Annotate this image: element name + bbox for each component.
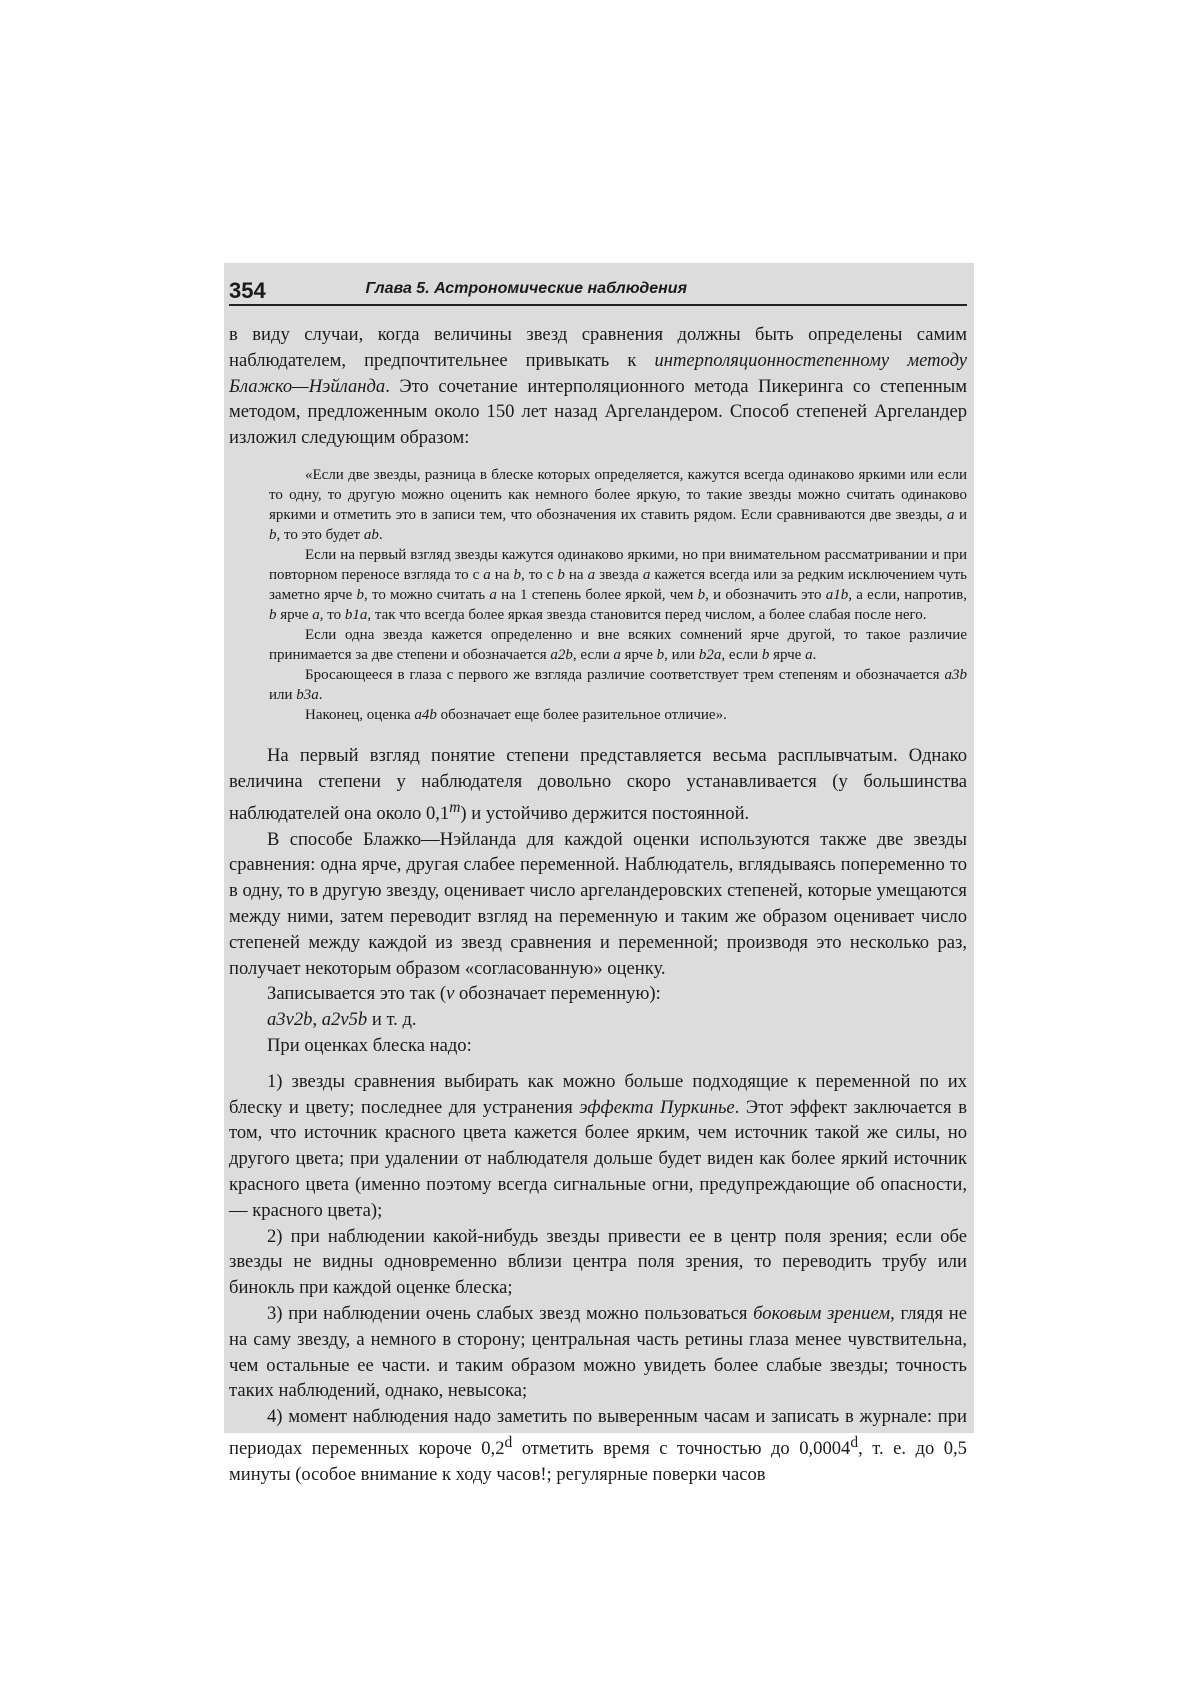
text-run: , то это будет (276, 526, 364, 543)
text-run: , если (572, 646, 614, 663)
text-run: Записывается это так ( (267, 983, 447, 1005)
italic-text: ab (363, 526, 379, 543)
text-run: «Если две звезды, разница в блеске которых определяется, кажутся всегда одинаково яркими или если то одну, то другую можно оценить как немного более яркую, то такие звезды можно считать одинаково яркими и отметить это в записи тем, что обозначения их ставить рядом. Если сравниваются две звезды, (269, 466, 967, 523)
text-run: . (812, 646, 817, 663)
text-run: d (504, 1433, 513, 1451)
text-run: в виду случаи, когда величины звезд сравнения должны быть определены самим наблюдателем, предпочтительнее привыкать к (229, 324, 967, 371)
text-run: обозначает еще более разительное отличие». (436, 706, 727, 723)
text-run: , то можно считать (364, 586, 490, 603)
text-run: 3) при наблюдении очень слабых звезд можно пользоваться (267, 1302, 754, 1324)
italic-text: b3a (296, 686, 319, 703)
italic-text: a3v2b (267, 1009, 313, 1031)
italic-text: a (613, 646, 621, 663)
text-run: , так что всегда более яркая звезда становится перед числом, а более слабая после него. (367, 606, 927, 623)
document-page (229, 268, 967, 1488)
text-run: кажется всегда или за редким исключением чуть заметно ярче (269, 566, 967, 603)
italic-text: a2v5b (321, 1009, 368, 1031)
paragraph (229, 1224, 967, 1301)
text-run: Если одна звезда кажется определенно и вне всяких сомнений ярче другой, то такое различие принимается за две степени и обозначается (269, 626, 967, 663)
italic-text: a (642, 566, 651, 583)
text-run: 2) при наблюдении какой-нибудь звезды привести ее в центр поля зрения; если обе звезды не видны одновременно вблизи центра поля зрения, то переводить трубу или бинокль при каждой оценке блеска; (229, 1225, 967, 1299)
text-run: ) и устойчиво держится постоянной. (460, 802, 750, 824)
italic-text: b (513, 566, 522, 583)
text-run: 1) звезды сравнения выбирать как можно больше подходящие к переменной по их блеску и цвету; последнее для устранения (229, 1070, 967, 1118)
text-run: на (564, 566, 588, 583)
text-run: , глядя не на саму звезду, а немного в сторону; центральная часть ретины глаза менее чувствительна, чем остальные ее части. и таким образом можно увидеть более слабые звезды; точность таких наблюдений, однако, невысока; (229, 1302, 967, 1402)
chapter-title (365, 280, 687, 298)
paragraph (229, 743, 967, 827)
argelander-quote (269, 465, 967, 725)
italic-text: a (483, 566, 491, 583)
text-run: На первый взгляд понятие степени представляется весьма расплывчатым. Однако величина степени у наблюдателя довольно скоро устанавливается (у большинства наблюдателей она около 0,1 (229, 744, 967, 824)
text-run: , то (319, 606, 345, 623)
text-run: . (318, 686, 323, 703)
text-run: , то с (521, 566, 558, 583)
text-run: d (850, 1433, 859, 1451)
text-run: ярче (276, 606, 313, 623)
italic-text: b1a (344, 606, 368, 623)
italic-text: боковым зрением (753, 1302, 891, 1324)
italic-text: v (446, 983, 455, 1005)
italic-text: b (656, 646, 665, 663)
italic-text: a (587, 566, 596, 583)
text-run: , (312, 1009, 322, 1031)
paragraph (269, 545, 967, 625)
text-run: . (378, 526, 383, 543)
paragraph (229, 1069, 967, 1224)
text-run: или (269, 686, 297, 703)
italic-text: b (697, 586, 706, 603)
italic-text: a (946, 506, 955, 523)
text-run: , если (721, 646, 762, 663)
text-run: , т. е. до 0,5 минуты (особое внимание к ходу часов!; регулярные поверки часов (229, 1438, 967, 1485)
text-run: 4) момент наблюдения надо заметить по выверенным часам и записать в журнале: при периодах переменных короче 0,2 (229, 1406, 967, 1460)
text-run: , и обозначить это (705, 586, 826, 603)
text-run: , а если, напротив, (848, 586, 967, 603)
italic-text: a (312, 606, 320, 623)
main-text (229, 743, 967, 1488)
text-run: Наконец, оценка (305, 706, 415, 723)
text-run: ярче (769, 646, 806, 663)
text-run: обозначает переменную): (454, 983, 661, 1005)
italic-text: b (356, 586, 364, 603)
italic-text: b (557, 566, 565, 583)
paragraph (269, 665, 967, 705)
text-run: отметить время с точностью до 0,0004 (512, 1438, 851, 1460)
text-run: звезда (595, 566, 643, 583)
paragraph (229, 1033, 967, 1059)
paragraph (229, 322, 967, 451)
italic-text: интерполяционностепенному методу Блажко—Нэйланда (229, 349, 967, 397)
text-run: В способе Блажко—Нэйланда для каждой оценки используются также две звезды сравнения: одна ярче, другая слабее переменной. Наблюдатель, вглядываясь попеременно то в одну, то в другую звезду, оценивает число аргеландеровских степеней, которые умещаются между ними, затем переводит взгляд на переменную и таким же образом оценивает число степеней между каждой из звезд сравнения и переменной; производя это несколько раз, получает некоторым образом «согласованную» оценку. (229, 828, 967, 979)
running-header (229, 268, 967, 306)
paragraph (229, 1007, 967, 1033)
italic-text: b2a (698, 646, 722, 663)
paragraph (229, 981, 967, 1007)
italic-text: b (761, 646, 770, 663)
paragraph (229, 827, 967, 982)
text-run: ярче (620, 646, 657, 663)
italic-text: a (805, 646, 813, 663)
text-run: на 1 степень более яркой, чем (496, 586, 698, 603)
paragraph (229, 1404, 967, 1488)
italic-text: a3b (944, 666, 967, 683)
text-run: на (490, 566, 514, 583)
text-run: и т. д. (367, 1009, 417, 1031)
italic-text: b (269, 526, 277, 543)
italic-text: a2b (550, 646, 573, 663)
italic-text: a1b (825, 586, 849, 603)
text-run: Бросающееся в глаза с первого же взгляда различие соответствует трем степеням и обозначается (305, 666, 945, 683)
paragraph (269, 625, 967, 665)
italic-text: b (269, 606, 277, 623)
page-number: 354 (229, 278, 266, 303)
text-run: Если на первый взгляд звезды кажутся одинаково яркими, но при внимательном рассматривании и при повторном переносе взгляда то с (269, 546, 967, 583)
chapter-label: Глава 5. (365, 280, 430, 297)
text-run: . Этот эффект заключается в том, что источник красного цвета кажется более ярким, чем источник такой же силы, но другого цвета; при удалении от наблюдателя дольше будет виден как более яркий источник красного цвета (именно поэтому всегда сигнальные огни, предупреждающие об опасности, — красного цвета); (229, 1096, 967, 1221)
italic-text: эффекта Пуркинье (579, 1096, 735, 1118)
text-run: , или (664, 646, 699, 663)
intro-text (229, 322, 967, 451)
paragraph (269, 705, 967, 725)
italic-text: a4b (414, 706, 437, 723)
text-run: . Это сочетание интерполяционного метода Пикеринга со степенным методом, предложенным около 150 лет назад Аргеландером. Способ степеней Аргеландер изложил следующим образом: (229, 375, 967, 449)
italic-text: a (489, 586, 497, 603)
paragraph (269, 465, 967, 545)
paragraph (229, 1301, 967, 1404)
italic-text: m (449, 798, 461, 816)
text-run: и (954, 506, 967, 523)
chapter-name: Астрономические наблюдения (434, 280, 687, 297)
text-run: При оценках блеска надо: (267, 1034, 472, 1056)
